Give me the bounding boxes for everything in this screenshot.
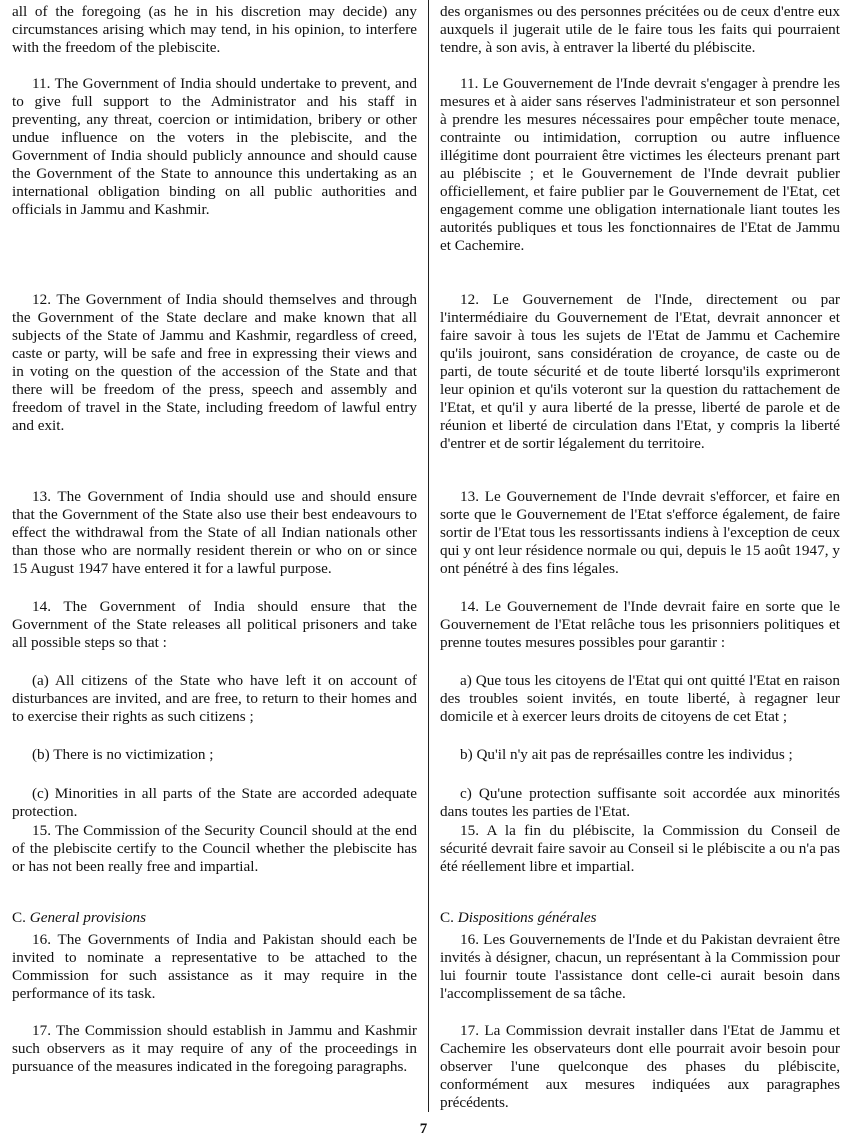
- fr-paragraph-14c: c) Qu'une protection suffisante soit accordée aux minorités dans toutes les parties de l'Etat.: [440, 785, 840, 821]
- en-paragraph-13: 13. The Government of India should use and should ensure that the Government of the State also use their best endeavours to effect the withdrawal from the State of all Indian nationals other than those who are normally resident therein or who on or since 15 August 1947 have entered it for a lawful purpose.: [12, 488, 417, 578]
- en-paragraph-12: 12. The Government of India should themselves and through the Government of the State declare and make known that all subjects of the State of Jammu and Kashmir, regardless of creed, caste or party, will be safe and free in expressing their views and in voting on the question of the accession of the State and that there will be freedom of the press, speech and assembly and freedom of travel in the State, including freedom of lawful entry and exit.: [12, 291, 417, 435]
- fr-section-title: Dispositions générales: [457, 909, 597, 926]
- fr-paragraph-14b: b) Qu'il n'y ait pas de représailles contre les individus ;: [460, 746, 793, 763]
- en-paragraph-14b: (b) There is no victimization ;: [32, 746, 214, 763]
- page-number: 7: [419, 1121, 428, 1137]
- en-paragraph-14: 14. The Government of India should ensure that the Government of the State releases all political prisoners and take all possible steps so that :: [12, 598, 417, 652]
- fr-section-heading: [440, 909, 840, 927]
- en-paragraph-17: 17. The Commission should establish in Jammu and Kashmir such observers as it may require of any of the proceedings in pursuance of the measures indicated in the foregoing paragraphs.: [12, 1022, 417, 1076]
- fr-paragraph-15: 15. A la fin du plébiscite, la Commission du Conseil de sécurité devrait faire savoir au Conseil si le plébiscite a ou n'a pas été réellement libre et impartial.: [440, 822, 840, 876]
- en-section-heading: [12, 909, 417, 927]
- fr-paragraph-17: 17. La Commission devrait installer dans l'Etat de Jammu et Cachemire les observateurs dont elle pourrait avoir besoin pour observer l'une quelconque des phases du plébiscite, conformément aux mesures indiquées aux paragraphes précédents.: [440, 1022, 840, 1112]
- fr-paragraph-13: 13. Le Gouvernement de l'Inde devrait s'efforcer, et faire en sorte que le Gouvernement de l'Etat s'efforce également, de faire sortir de l'Etat tous les ressortissants indiens à l'exception de ceux qui y ont leur résidence normale ou qui, depuis le 15 août 1947, y ont pénétré à des fins légales.: [440, 488, 840, 578]
- fr-paragraph-11: 11. Le Gouvernement de l'Inde devrait s'engager à prendre les mesures et à aider sans réserves l'administrateur et son personnel à prendre les mesures nécessaires pour empêcher toute menace, contrainte ou intimidation, corruption ou autre influence illégitime dont pourraient être victimes les électeurs prenant part au plébiscite ; et le Gouvernement de l'Inde devrait publier officiellement, et faire publier par le Gouvernement de l'Etat, cet engagement comme une obligation internationale liant toutes les autorités publiques et tous les fonctionnaires de l'Etat de Jammu et Cachemire.: [440, 75, 840, 255]
- en-paragraph-15: 15. The Commission of the Security Council should at the end of the plebiscite certify to the Council whether the plebiscite has or has not been really free and impartial.: [12, 822, 417, 876]
- fr-section-letter: C.: [440, 909, 454, 926]
- column-divider: [428, 0, 429, 1112]
- fr-paragraph-12: 12. Le Gouvernement de l'Inde, directement ou par l'intermédiaire du Gouvernement de l'Etat, devrait annoncer et faire savoir à tous les sujets de l'Etat de Jammu et Cachemire qu'ils jouiront, sans considération de croyance, de caste ou de parti, de toute sécurité et de toute liberté lorsqu'ils exprimeront leur opinion et qu'ils voteront sur la question du rattachement de l'Etat, et qu'il y aura liberté de la presse, liberté de parole et de réunion et liberté de circulation dans l'Etat, y compris la liberté d'entrer et de sortir légalement du territoire.: [440, 291, 840, 453]
- en-paragraph-14a: (a) All citizens of the State who have left it on account of disturbances are invited, and are free, to return to their homes and to exercise their rights as such citizens ;: [12, 672, 417, 726]
- fr-paragraph-14a: a) Que tous les citoyens de l'Etat qui ont quitté l'Etat en raison des troubles soient invités, en toute liberté, à regagner leur domicile et à exercer leurs droits de citoyens de cet Etat ;: [440, 672, 840, 726]
- en-section-letter: C.: [12, 909, 26, 926]
- fr-paragraph-10-continued: des organismes ou des personnes précitées ou de ceux d'entre eux auxquels il jugerait utile de le faire tous les faits qui pourraient tendre, à son avis, à entraver la liberté du plébiscite.: [440, 3, 840, 57]
- fr-paragraph-16: 16. Les Gouvernements de l'Inde et du Pakistan devraient être invités à désigner, chacun, un représentant à la Commission pour lui fournir toute l'assistance dont celle-ci aurait besoin dans l'accomplissement de sa tâche.: [440, 931, 840, 1003]
- en-paragraph-10-continued: all of the foregoing (as he in his discretion may decide) any circumstances arising which may tend, in his opinion, to interfere with the freedom of the plebiscite.: [12, 3, 417, 57]
- fr-paragraph-14: 14. Le Gouvernement de l'Inde devrait faire en sorte que le Gouvernement de l'Etat relâche tous les prisonniers politiques et prenne toutes mesures possibles pour garantir :: [440, 598, 840, 652]
- en-paragraph-11: 11. The Government of India should undertake to prevent, and to give full support to the Administrator and his staff in preventing, any threat, coercion or intimidation, bribery or other undue influence on the voters in the plebiscite, and the Government of India should publicly announce and should cause the Government of the State to announce this undertaking as an international obligation binding on all public authorities and officials in Jammu and Kashmir.: [12, 75, 417, 219]
- en-paragraph-14c: (c) Minorities in all parts of the State are accorded adequate protection.: [12, 785, 417, 821]
- en-paragraph-16: 16. The Governments of India and Pakistan should each be invited to nominate a representative to be attached to the Commission for such assistance as it may require in the performance of its task.: [12, 931, 417, 1003]
- en-section-title: General provisions: [29, 909, 147, 926]
